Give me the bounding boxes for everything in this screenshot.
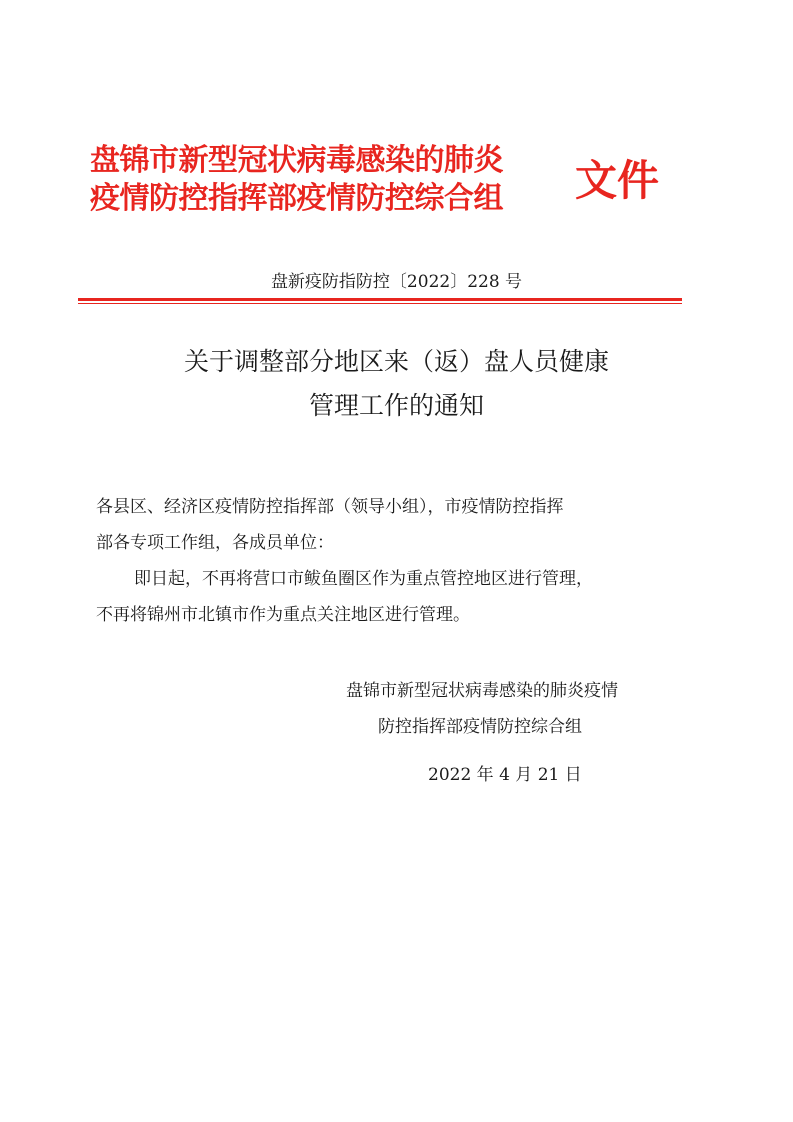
- content-paragraph-line2: 不再将锦州市北镇市作为重点关注地区进行管理。: [96, 605, 470, 625]
- issuing-organization: [90, 142, 570, 218]
- issuing-organization-line1: 盘锦市新型冠状病毒感染的肺炎: [90, 143, 503, 178]
- document-title-line1: 关于调整部分地区来（返）盘人员健康: [183, 347, 609, 376]
- recipients-line1: 各县区、经济区疫情防控指挥部（领导小组），市疫情防控指挥: [96, 497, 564, 517]
- header-divider-thin: [78, 303, 682, 304]
- signature-block: [346, 673, 618, 745]
- header-divider-thick: [78, 298, 682, 301]
- document-title-line2: 管理工作的通知: [308, 391, 484, 420]
- content-paragraph-line1: 即日起，不再将营口市鲅鱼圈区作为重点管控地区进行管理，: [134, 569, 593, 589]
- recipients-line2: 部各专项工作组，各成员单位：: [96, 533, 334, 553]
- signature-line1: 盘锦市新型冠状病毒感染的肺炎疫情: [346, 681, 618, 701]
- document-number: 盘新疫防指防控〔2022〕228 号: [270, 272, 523, 292]
- issuing-organization-line2: 疫情防控指挥部疫情防控综合组: [90, 181, 503, 216]
- document-type-label: 文件: [575, 156, 660, 205]
- issue-date: 2022 年 4 月 21 日: [428, 765, 582, 785]
- document-body: [96, 489, 696, 633]
- signature-line2: 防控指挥部疫情防控综合组: [378, 717, 582, 737]
- document-title: [0, 340, 793, 428]
